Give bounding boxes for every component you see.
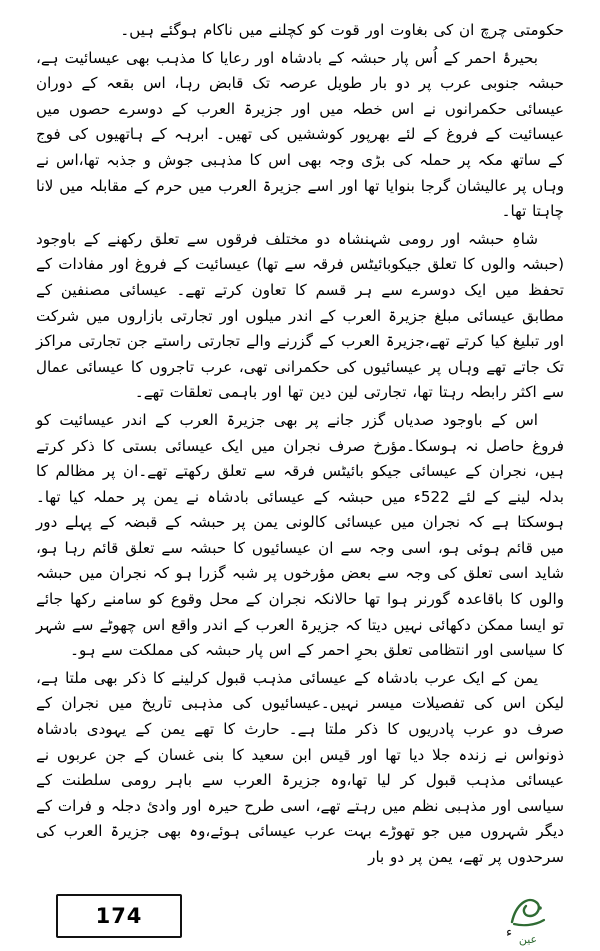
publisher-name: عین (518, 933, 538, 946)
page-number-box (56, 894, 182, 938)
paragraph: بحیرۂ احمر کے اُس پار حبشہ کے بادشاہ اور رعایا کا مذہب بھی عیسائیت ہے، حبشہ جنوبی عرب پر دو بار طویل عرصہ تک قابض رہا، اس بقعہ کے دوران عیسائی حکمرانوں نے اس خطہ میں اور جزیرۃ العرب کے دوسرے حصوں میں عیسائیت کے فروغ کے لئے بھرپور کوششیں کی تھیں۔ ابرہہ کے ہاتھیوں کی فوج کے ساتھ مکہ پر حملہ کی بڑی وجہ بھی اس کا مذہبی جوش و جذبہ تھا،اس نے وہاں پر عالیشان گرجا بنوایا تھا اور اسے جزیرۃ العرب میں حرم کے مقابلہ میں لانا چاہتا تھا۔ (36, 48, 564, 221)
page-footer (0, 880, 600, 951)
page-body (36, 18, 564, 873)
page-number: 174 (95, 904, 143, 928)
hamza-glyph: ء (506, 925, 513, 940)
paragraph: حکومتی چرچ ان کی بغاوت اور قوت کو کچلنے میں ناکام ہوگئے ہیں۔ (120, 21, 564, 39)
publisher-logo (492, 880, 564, 946)
paragraph: شاہِ حبشہ اور رومی شہنشاہ دو مختلف فرقوں سے تعلق رکھنے کے باوجود (حبشہ والوں کا تعلق جیکوبائیٹس فرقہ سے تھا) عیسائیت کے فروغ اور مفادات کے تحفظ میں ایک دوسرے سے ہر قسم کا تعاون کرتے تھے۔ عیسائی مصنفین کے مطابق عیسائی مبلغ جزیرۃ العرب کے اندر میلوں اور تجارتی بازاروں میں شرکت اور تبلیغ کیا کرتے تھے،جزیرۃ العرب کے گزرنے والے تجارتی راستے جن تجارتی مراکز تک جاتے تھے وہاں پر عیسائیوں کی حکمرانی تھی، عرب تاجروں کا عیسائی عمال سے اکثر رابطہ رہتا تھا، تجارتی لین دین تھا اور باہمی تعلقات تھے۔ (36, 229, 564, 402)
paragraph: یمن کے ایک عرب بادشاہ کے عیسائی مذہب قبول کرلینے کا ذکر بھی ملتا ہے، لیکن اس کی تفصیلات میسر نہیں۔عیسائیوں کی مذہبی تاریخ میں نجران کے صرف دو عرب پادریوں کا ذکر ملتا ہے۔ حارث کا تھے یمن کے یہودی بادشاہ ذونواس نے زندہ جلا دیا تھا اور قیس ابن سعید کا بنی غسان کے جن عربوں نے عیسائی مذہب قبول کر لیا تھا،وہ جزیرۃ العرب سے باہر رومی سلطنت کے سیاسی اور مذہبی نظم میں رہتے تھے، اسی طرح حیرہ اور وادیٔ دجلہ و فرات کے دیگر شہروں میں جو تھوڑے بہت عرب عیسائی ہوئے،وہ بھی جزیرۃ العرب کی سرحدوں پر تھے، یمن پر دو بار (36, 668, 564, 866)
paragraph: اس کے باوجود صدیاں گزر جانے پر بھی جزیرۃ العرب کے اندر عیسائیت کو فروغ حاصل نہ ہوسکا۔مؤرخ صرف نجران میں ایک عیسائی بستی کا ذکر کرتے ہیں، نجران کے عیسائی جیکو بائیٹس فرقہ سے تعلق رکھتے تھے۔ان پر مظالم کا بدلہ لینے کے لئے 522ء میں حبشہ کے عیسائی بادشاہ نے یمن پر حملہ کیا تھا۔ہوسکتا ہے کہ نجران میں عیسائی کالونی یمن پر حبشہ کے قبضہ کے پہلے دور میں قائم ہوئی ہو، اسی وجہ سے ان عیسائیوں کا حبشہ سے تعلق قائم رہا ہو، شاید اسی تعلق کی وجہ سے بعض مؤرخوں پر شبہ گزرا ہو کہ نجران میں حبشہ والوں کا باقاعدہ گورنر ہوا تھا حالانکہ نجران کے محل وقوع کو سامنے رکھا جائے تو ایسا ممکن دکھائی نہیں دیتا کہ جزیرۃ العرب کے اندر واقع اس چھوٹے سے شہر کا سیاسی اور انتظامی تعلق بحرِ احمر کے اس پار حبشہ کی مملکت سے ہو۔ (36, 410, 564, 660)
